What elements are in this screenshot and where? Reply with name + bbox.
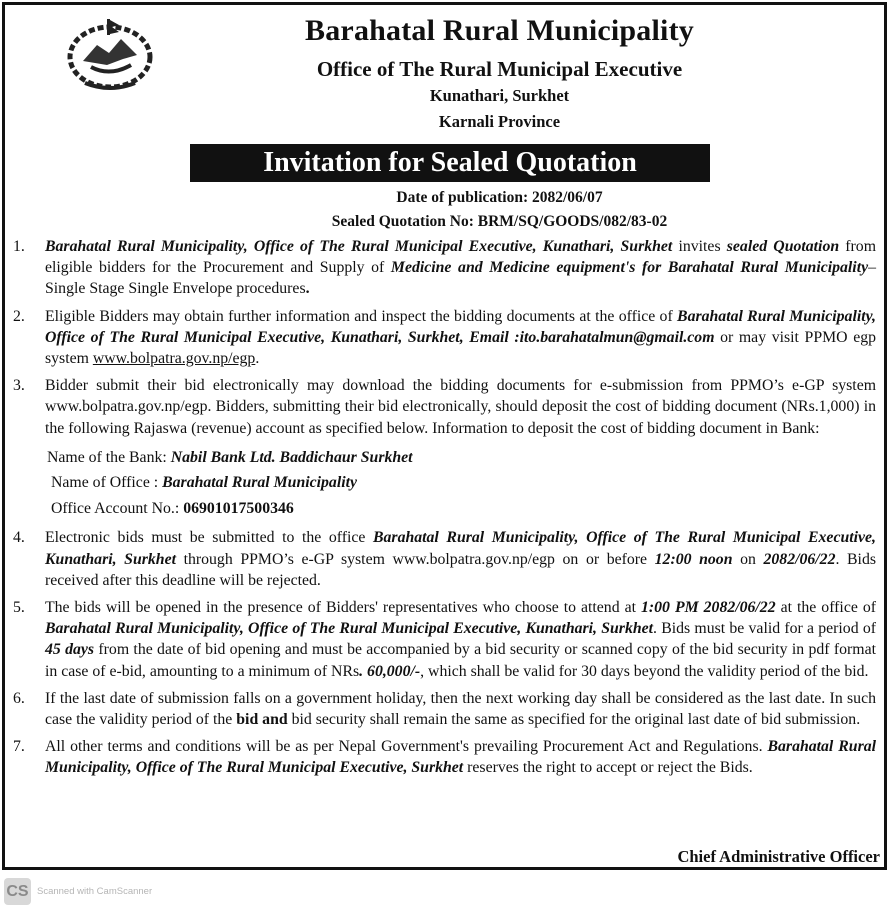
item-text: – Single Stage Single Envelope procedures	[45, 259, 877, 298]
item-text: Eligible Bidders may obtain further information and inspect the bidding documents at the office of	[45, 307, 678, 325]
item-number: 3.	[13, 377, 25, 395]
item-text: The bids will be opened in the presence of Bidders' representatives who choose to attend at	[45, 598, 641, 616]
item-text: at the office of	[775, 598, 876, 616]
item-text: .	[305, 280, 310, 298]
item-text: All other terms and conditions will be as per Nepal Government's prevailing Procurement Act and Regulations.	[45, 738, 768, 756]
item-text: sealed Quotation	[726, 238, 840, 255]
bank-name-label: Name of the Bank:	[47, 448, 171, 466]
item-text: reserves the right to accept or reject the Bids.	[463, 759, 753, 777]
item-number: 1.	[13, 238, 25, 255]
item-text: . Bids must be valid for a period of	[653, 620, 876, 638]
office-name: Office of The Rural Municipal Executive	[316, 57, 683, 81]
watermark-text: Scanned with CamScanner	[37, 885, 153, 897]
item-text: 12:00 noon	[654, 550, 733, 568]
letterhead	[155, 5, 844, 135]
municipality-title: Barahatal Rural Municipality	[305, 14, 694, 47]
account-row	[47, 496, 876, 522]
link-text[interactable]: www.bolpatra.gov.np/egp	[92, 350, 256, 368]
terms-list	[13, 236, 876, 785]
bank-name-value: Nabil Bank Ltd. Baddichaur Surkhet	[170, 448, 413, 466]
item-text: invites	[672, 238, 727, 255]
item-text: Barahatal Rural Municipality, Office of The Rural Municipal Executive, Kunathari, Surkhet	[45, 529, 876, 568]
item-text: 2082/06/22	[763, 550, 836, 568]
term-item	[13, 527, 876, 591]
item-text: 1:00 PM 2082/06/22	[641, 598, 776, 616]
item-text: Bidder submit their bid electronically may download the bidding documents for e-submission from PPMO’s e-GP system www.bolpatra.gov.np/egp. Bidders, submitting their bid electronically, should deposit the cost of bidding document (NRs.1,000) in the following Rajaswa (revenue) account as specified below. Information to deposit the cost of bidding document in Bank:	[45, 377, 876, 437]
item-text: from the date of bid opening and must be accompanied by a bid security or scanned copy of the bid security in pdf format in case of e-bid, amounting to a minimum of NRs	[45, 641, 876, 680]
item-text: Barahatal Rural Municipality, Office of The Rural Municipal Executive, Kunathari, Surkhet	[45, 620, 654, 638]
item-text: Barahatal Rural Municipality, Office of The Rural Municipal Executive, Kunathari, Surkhet	[45, 238, 673, 255]
office-name-row	[47, 470, 876, 496]
quotation-number: Sealed Quotation No: BRM/SQ/GOODS/082/83-02	[331, 213, 668, 230]
publication-date: Date of publication: 2082/06/07	[396, 189, 603, 206]
item-number: 5.	[13, 598, 25, 616]
item-text: If the last date of submission falls on a government holiday, then the next working day shall be considered as the last date. In such case the validity period of the	[45, 689, 876, 728]
location: Kunathari, Surkhet	[429, 86, 570, 105]
item-number: 4.	[13, 529, 25, 547]
bank-name-row	[47, 445, 876, 471]
item-text: Barahatal Rural Municipality, Office of The Rural Municipal Executive, Surkhet	[45, 738, 877, 777]
term-item	[13, 688, 876, 730]
item-text: through PPMO’s e-GP system www.bolpatra.gov.np/egp on or before	[175, 550, 655, 568]
item-number: 7.	[13, 738, 25, 756]
term-item	[13, 236, 876, 300]
signatory: Chief Administrative Officer	[677, 847, 880, 866]
item-text: . Bids received after this deadline will be rejected.	[45, 550, 876, 589]
notice-banner: Invitation for Sealed Quotation	[190, 144, 710, 182]
item-text: .	[255, 350, 260, 368]
camscanner-logo-icon: CS	[4, 878, 31, 905]
term-item	[13, 597, 876, 682]
item-text: bid security shall remain the same as specified for the original last date of bid submission.	[287, 710, 861, 728]
item-text: Medicine and Medicine equipment's for Barahatal Rural Municipality	[390, 259, 869, 277]
item-text: 45 days	[45, 641, 95, 659]
scanner-watermark	[4, 876, 152, 906]
item-text: Barahatal Rural Municipality, Office of The Rural Municipal Executive, Kunathari, Surkhet, Email :ito.barahatalmun@gmail.com	[45, 307, 876, 346]
office-name-label: Name of Office :	[51, 474, 163, 492]
notice-page	[2, 2, 887, 870]
item-text: on	[732, 550, 764, 568]
item-text: . 60,000/-	[359, 662, 421, 680]
item-text: Electronic bids must be submitted to the office	[45, 529, 373, 547]
term-item	[13, 736, 876, 778]
account-number: 06901017500346	[183, 499, 294, 517]
notice-meta	[155, 186, 844, 234]
province: Karnali Province	[438, 112, 561, 131]
nepal-emblem-icon	[63, 15, 157, 95]
office-name-value: Barahatal Rural Municipality	[162, 474, 358, 492]
item-text: from eligible bidders for the Procurement and Supply of	[45, 238, 876, 277]
bank-details	[13, 445, 876, 522]
term-item	[13, 306, 876, 370]
term-item	[13, 375, 876, 439]
account-label: Office Account No.:	[51, 499, 184, 517]
item-number: 2.	[13, 307, 25, 325]
item-text: , which shall be valid for 30 days beyond the validity period of the bid.	[420, 662, 869, 680]
item-text: bid and	[236, 710, 288, 728]
item-text: or may visit PPMO egp system	[45, 328, 876, 368]
item-number: 6.	[13, 689, 25, 707]
